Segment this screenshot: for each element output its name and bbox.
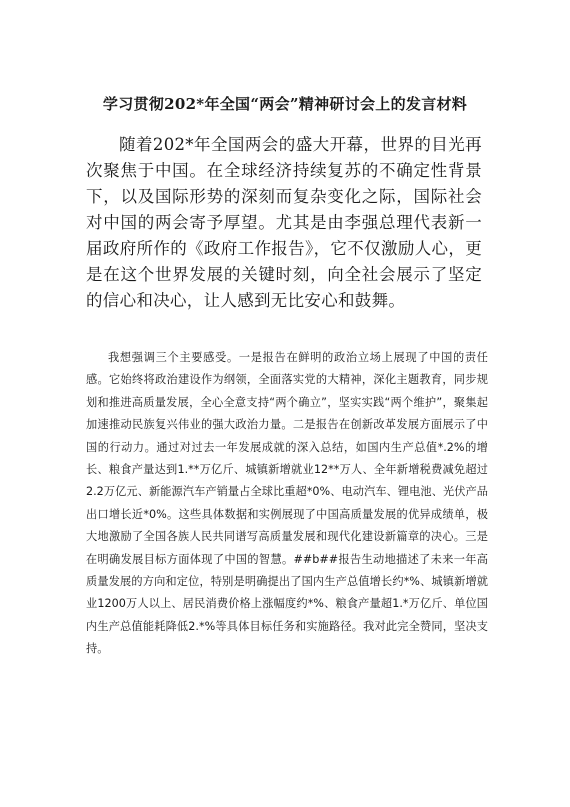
body-paragraph: 我想强调三个主要感受。一是报告在鲜明的政治立场上展现了中国的责任感。它始终将政治建设作为纲领，全面落实党的大精神，深化主题教育，同步规划和推进高质量发展，全心全意支持“两个确立”，坚实实践“两个维护”，聚集起加速推动民族复兴伟业的强大政治力量。二是报告在创新改革发展方面展示了中国的行动力。通过对过去一年发展成就的深入总结，如国内生产总值*.2%的增长、粮食产量达到1.**万亿斤、城镇新增就业12**万人、全年新增税费减免超过2.2万亿元、新能源汽车产销量占全球比重超*0%、电动汽车、锂电池、光伏产品出口增长近*0%。这些具体数据和实例展现了中国高质量发展的优异成绩单，极大地激励了全国各族人民共同谱写高质量发展和现代化建设新篇章的决心。三是在明确发展目标方面体现了中国的智慧。##b##报告生动地描述了未来一年高质量发展的方向和定位，特别是明确提出了国内生产总值增长约*%、城镇新增就业1200万人以上、居民消费价格上涨幅度约*%、粮食产量超1.*万亿斤、单位国内生产总值能耗降低2.*%等具体目标任务和实施路径。我对此完全赞同，坚决支持。 bbox=[86, 351, 488, 656]
document-title: 学习贯彻202*年全国“两会”精神研讨会上的发言材料 bbox=[102, 95, 468, 113]
lead-paragraph: 随着202*年全国两会的盛大开幕，世界的目光再次聚焦于中国。在全球经济持续复苏的不确定性背景下，以及国际形势的深刻而复杂变化之际，国际社会对中国的两会寄予厚望。尤其是由李强总理代表新一届政府所作的《政府工作报告》，它不仅激励人心，更是在这个世界发展的关键时刻，向全社会展示了坚定的信心和决心，让人感到无比安心和鼓舞。 bbox=[86, 135, 482, 310]
